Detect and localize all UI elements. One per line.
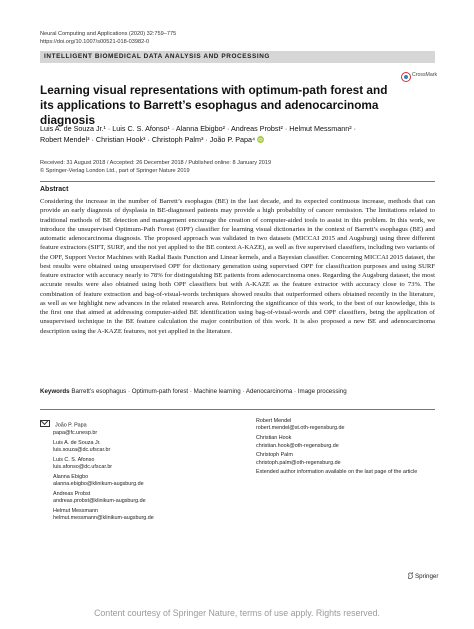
- contact-entry: [40, 491, 215, 506]
- received-accepted-published: Received: 31 August 2018 / Accepted: 26 December 2018 / Published online: 8 January 2019: [40, 160, 272, 166]
- author-contacts-left: [40, 420, 215, 525]
- abstract-text: Considering the increase in the number of Barrett’s esophagus (BE) in the last decade, and its expected continuous increase, methods that can provide an early diagnosis of dysplasia in BE-diagnosed patients may provide a high probability of cancer remission. The limitations related to traditional methods of BE detection and management encourage the creation of computer-aided tools to assist in this problem. In this work, we introduce the unsupervised Optimum-Path Forest (OPF) classifier for learning visual dictionaries in the context of Barrett’s esophagus (BE) and automatic adenocarcinoma diagnosis. The proposed approach was validated in two datasets (MICCAI 2015 and Augsburg) using three different feature extractors (SIFT, SURF, and the not yet applied to the BE context A-KAZE), as well as five supervised classifiers, including two variants of the OPF, Support Vector Machines with Radial Basis Function and Linear kernels, and a Bayesian classifier. Concerning MICCAI 2015 dataset, the best results were obtained using unsupervised OPF for dictionary generation using supervised OPF for classification purposes and using SURF feature extractor with accuracy nearly to 78% for distinguishing BE patients from adenocarcinoma ones. Regarding the Augsburg dataset, the most accurate results were also obtained using both OPF classifiers but with A-KAZE as the feature extractor with accuracy close to 73%. The combination of feature extraction and bag-of-visual-words techniques showed results that outperformed others obtained recently in the literature, as well as we highlight new advances in the related research area. Reinforcing the significance of this work, to the best of our knowledge, this is the first one that aimed at addressing computer-aided BE identification using bag-of-visual-words and OPF classifiers, being the application of unsupervised technique in the BE feature calculation the major contribution of this work. It is also proposed a new BE and adenocarcinoma description using the A-KAZE features, not yet applied in the literature.: [40, 198, 435, 335]
- contact-email[interactable]: luis.afonso@dc.ufscar.br: [53, 464, 113, 471]
- author-line: Luis A. de Souza Jr.¹ · Luis C. S. Afonso¹ · Alanna Ebigbo² · Andreas Probst² · Helmut Messmann² ·: [40, 124, 356, 133]
- envelope-icon: [40, 420, 50, 427]
- contact-name: Luis A. de Souza Jr.: [53, 439, 101, 446]
- journal-citation: Neural Computing and Applications (2020) 32:759–775: [40, 31, 177, 37]
- contact-email[interactable]: robert.mendel@st.oth-regensburg.de: [256, 425, 345, 432]
- keywords: [40, 388, 435, 395]
- crossmark-label: CrossMark: [412, 72, 438, 78]
- author-list: [40, 123, 440, 145]
- contact-email[interactable]: luis.souza@dc.ufscar.br: [53, 447, 111, 454]
- contact-name: Helmut Messmann: [53, 508, 98, 515]
- contact-entry: [40, 508, 215, 523]
- contact-entry: [40, 474, 215, 489]
- contact-email[interactable]: helmut.messmann@klinikum-augsburg.de: [53, 515, 154, 522]
- contact-name: Robert Mendel: [256, 418, 292, 424]
- footer-notice: Content courtesy of Springer Nature, terms of use apply. Rights reserved.: [94, 608, 380, 618]
- contact-entry: [256, 452, 446, 467]
- springer-horse-icon: [407, 572, 414, 579]
- doi-link[interactable]: https://doi.org/10.1007/s00521-018-03982-0: [40, 39, 150, 45]
- contact-email[interactable]: alanna.ebigbo@klinikum-augsburg.de: [53, 481, 144, 488]
- contact-email[interactable]: papa@fc.unesp.br: [53, 429, 98, 436]
- contact-email[interactable]: christian.hook@oth-regensburg.de: [256, 442, 339, 449]
- contact-name: Christian Hook: [256, 435, 292, 442]
- publisher-logo: [407, 572, 438, 580]
- keywords-list: Barrett’s esophagus · Optimum-path forest · Machine learning · Adenocarcinoma · Image processing: [71, 388, 347, 395]
- article-title: Learning visual representations with optimum-path forest and its applications to Barrett’s esophagus and adenocarcinoma diagnosis: [40, 83, 388, 127]
- extended-author-info: Extended author information available on the last page of the article: [256, 469, 418, 476]
- author-contacts-right: [256, 418, 446, 477]
- contact-entry: [40, 440, 215, 455]
- contact-name: Alanna Ebigbo: [53, 473, 89, 480]
- abstract-heading: Abstract: [40, 186, 69, 193]
- contact-name: João P. Papa: [55, 422, 87, 429]
- copyright-line: © Springer-Verlag London Ltd., part of Springer Nature 2019: [40, 168, 190, 174]
- author-line: Robert Mendel³ · Christian Hook³ · Christoph Palm³ · João P. Papa⁴ iD: [40, 135, 263, 144]
- contact-name: Andreas Probst: [53, 490, 91, 497]
- contact-name: Luis C. S. Afonso: [53, 456, 95, 463]
- contact-entry: [256, 435, 446, 450]
- contact-entry: [40, 457, 215, 472]
- contact-email[interactable]: christoph.palm@oth-regensburg.de: [256, 459, 341, 466]
- section-banner: [40, 51, 435, 63]
- journal-header: [40, 30, 176, 46]
- contact-entry: [40, 420, 215, 437]
- publisher-name: Springer: [415, 573, 439, 580]
- divider: [40, 409, 435, 410]
- contact-name: Christoph Palm: [256, 452, 293, 459]
- contact-entry: [256, 418, 446, 433]
- orcid-icon[interactable]: [257, 136, 264, 143]
- svg-text:iD: iD: [258, 137, 263, 143]
- contact-email[interactable]: andreas.probst@klinikum-augsburg.de: [53, 498, 146, 505]
- section-label: INTELLIGENT BIOMEDICAL DATA ANALYSIS AND PROCESSING: [44, 53, 270, 60]
- crossmark-badge[interactable]: [401, 71, 438, 95]
- publication-dates: [40, 159, 271, 175]
- divider: [40, 181, 435, 182]
- keywords-label: Keywords: [40, 388, 70, 395]
- crossmark-icon: [401, 72, 411, 82]
